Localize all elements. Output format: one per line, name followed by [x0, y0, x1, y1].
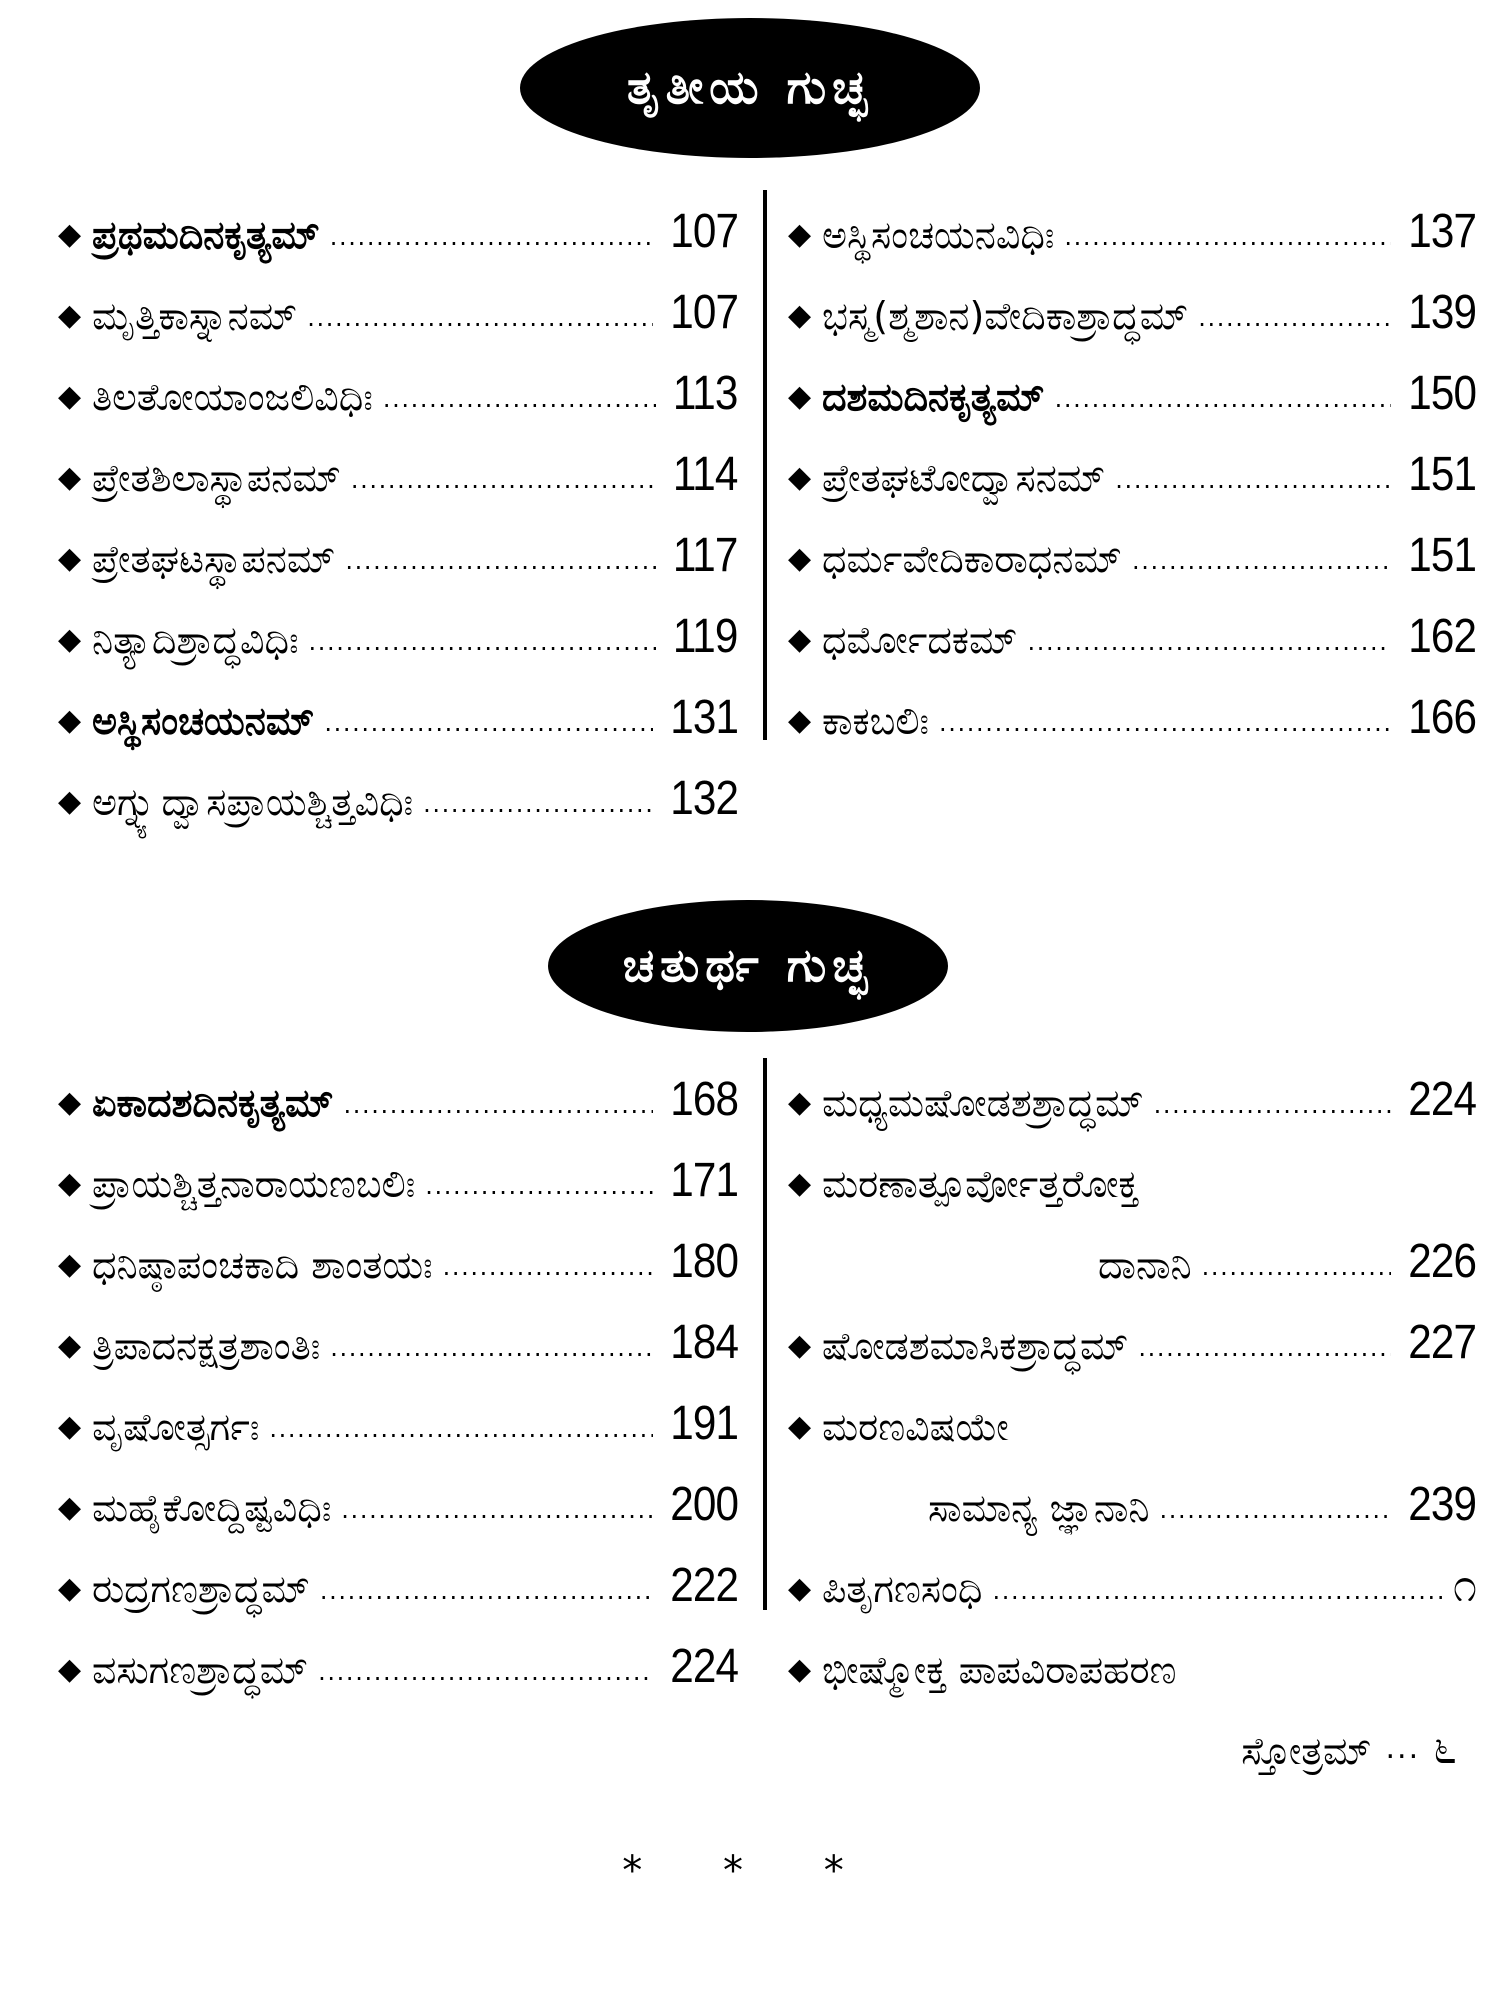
leader-dots [1138, 1336, 1391, 1360]
diamond-bullet-icon: ◆ [788, 1408, 812, 1444]
leader-dots [443, 1255, 653, 1279]
page-number: 239 [1408, 1478, 1476, 1532]
leader-dots [1160, 1498, 1391, 1522]
leader-dots [425, 1174, 653, 1198]
diamond-bullet-icon: ◆ [788, 540, 812, 576]
diamond-bullet-icon: ◆ [58, 1570, 82, 1606]
section-heading-tritiya: ತೃತೀಯ ಗುಚ್ಛ [520, 18, 980, 158]
toc-entry[interactable] [58, 1532, 738, 1613]
toc-title: ವಸುಗಣಶ್ರಾದ್ಧಮ್ [92, 1647, 309, 1692]
page-number: 119 [673, 610, 738, 664]
page-number: 117 [673, 529, 738, 583]
toc-title: ಭೀಷ್ಮೋಕ್ತ ಪಾಪವಿರಾಪಹರಣ [822, 1647, 1177, 1692]
page-number: 132 [670, 772, 738, 826]
toc-entry[interactable] [788, 421, 1476, 502]
toc-entry[interactable] [58, 1370, 738, 1451]
page-number: 114 [673, 448, 738, 502]
toc-title: ದಶಮದಿನಕೃತ್ಯಮ್ [822, 374, 1045, 419]
toc-title: ಪ್ರೇತಶಿಲಾಸ್ಥಾಪನಮ್ [92, 455, 341, 500]
toc-title: ಷೋಡಶಮಾಸಿಕಶ್ರಾದ್ಧಮ್ [822, 1323, 1129, 1368]
toc-entry[interactable] [58, 1046, 738, 1127]
leader-dots [1154, 1093, 1391, 1117]
toc-title: ಅಗ್ನ್ಯುದ್ವಾಸಪ್ರಾಯಶ್ಚಿತ್ತವಿಧಿಃ [92, 779, 414, 824]
column-divider [763, 1058, 767, 1610]
toc-entry[interactable] [58, 178, 738, 259]
page-number: ೬ [1433, 1721, 1456, 1775]
diamond-bullet-icon: ◆ [58, 540, 82, 576]
toc-title: ಭಸ್ಮ(ಶ್ಮಶಾನ)ವೇದಿಕಾಶ್ರಾದ್ಧಮ್ [822, 293, 1189, 338]
toc-title: ಕಾಕಬಲಿಃ [822, 698, 930, 743]
leader-dots [1115, 468, 1391, 492]
toc-title: ತ್ರಿಪಾದನಕ್ಷತ್ರಶಾಂತಿಃ [92, 1323, 321, 1368]
toc-entry[interactable] [58, 421, 738, 502]
diamond-bullet-icon: ◆ [58, 216, 82, 252]
leader-dots [324, 711, 653, 735]
leader-dots [1027, 630, 1390, 654]
leader-dots [992, 1579, 1442, 1603]
diamond-bullet-icon: ◆ [58, 1651, 82, 1687]
page-number: 151 [1408, 448, 1476, 502]
diamond-bullet-icon: ◆ [58, 1084, 82, 1120]
toc-entry[interactable] [788, 259, 1476, 340]
toc-entry[interactable] [788, 1289, 1476, 1370]
page-number: 168 [670, 1073, 738, 1127]
page-number: 166 [1408, 691, 1476, 745]
toc-title: ಧರ್ಮೋದಕಮ್ [822, 617, 1018, 662]
toc-entry[interactable] [58, 1208, 738, 1289]
page-number: 200 [670, 1478, 738, 1532]
leader-dots [318, 1660, 653, 1684]
page-number: 107 [670, 286, 738, 340]
diamond-bullet-icon: ◆ [788, 1084, 812, 1120]
toc-title: ಮೃತ್ತಿಕಾಸ್ನಾನಮ್ [92, 293, 298, 338]
leader-dots [307, 306, 653, 330]
diamond-bullet-icon: ◆ [58, 1327, 82, 1363]
toc-entry[interactable] [788, 1613, 1476, 1775]
page-number: 139 [1408, 286, 1476, 340]
diamond-bullet-icon: ◆ [58, 1246, 82, 1282]
toc-entry[interactable] [58, 1289, 738, 1370]
toc-entry[interactable] [58, 1613, 738, 1694]
diamond-bullet-icon: ◆ [58, 783, 82, 819]
leader-dots [330, 1336, 653, 1360]
toc-title: ಪ್ರಾಯಶ್ಚಿತ್ತನಾರಾಯಣಬಲಿಃ [92, 1161, 416, 1206]
toc-title: ಮರಣಾತ್ಪೂರ್ವೋತ್ತರೋಕ್ತ [822, 1161, 1139, 1206]
toc-title: ಏಕಾದಶದಿನಕೃತ್ಯಮ್ [92, 1080, 334, 1125]
toc-entry[interactable] [58, 502, 738, 583]
toc-title: ಪ್ರಥಮದಿನಕೃತ್ಯಮ್ [92, 212, 320, 257]
toc-entry[interactable] [788, 583, 1476, 664]
diamond-bullet-icon: ◆ [788, 297, 812, 333]
page-number: 150 [1408, 367, 1476, 421]
leader-dots [383, 387, 657, 411]
diamond-bullet-icon: ◆ [58, 297, 82, 333]
toc-title: ಅಸ್ಥಿಸಂಚಯನವಿಧಿಃ [822, 212, 1055, 257]
toc-title-continued: ದಾನಾನಿ [1098, 1242, 1192, 1287]
toc-title: ಪ್ರೇತಘಟಸ್ಥಾಪನಮ್ [92, 536, 336, 581]
page-number: ೧ [1453, 1559, 1476, 1613]
toc-entry[interactable] [58, 1451, 738, 1532]
diamond-bullet-icon: ◆ [788, 702, 812, 738]
diamond-bullet-icon: ◆ [788, 1651, 812, 1687]
toc-title: ಮಧ್ಯಮಷೋಡಶಶ್ರಾದ್ಧಮ್ [822, 1080, 1144, 1125]
toc-title: ಅಸ್ಥಿಸಂಚಯನಮ್ [92, 698, 315, 743]
diamond-bullet-icon: ◆ [58, 1489, 82, 1525]
toc-title: ತಿಲತೋಯಾಂಜಲಿವಿಧಿಃ [92, 374, 373, 419]
leader-dots [320, 1579, 653, 1603]
page-number: 191 [670, 1397, 738, 1451]
page-number: 113 [673, 367, 738, 421]
leader-dots [330, 225, 653, 249]
page-number: 180 [670, 1235, 738, 1289]
toc-entry[interactable] [58, 664, 738, 745]
page-number: 162 [1408, 610, 1476, 664]
toc-title: ರುದ್ರಗಣಶ್ರಾದ್ಧಮ್ [92, 1566, 310, 1611]
section-end-stars: * * * [622, 1848, 878, 1894]
toc-entry[interactable] [788, 1127, 1476, 1289]
diamond-bullet-icon: ◆ [788, 1570, 812, 1606]
page-number: 107 [670, 205, 738, 259]
toc-entry[interactable] [788, 664, 1476, 745]
page-number: 227 [1408, 1316, 1476, 1370]
toc-column-right-2 [788, 1046, 1476, 1775]
diamond-bullet-icon: ◆ [58, 1408, 82, 1444]
page-number: 137 [1408, 205, 1476, 259]
section-heading-chaturtha: ಚತುರ್ಥ ಗುಚ್ಛ [548, 900, 948, 1032]
toc-entry[interactable] [788, 502, 1476, 583]
toc-entry[interactable] [788, 1370, 1476, 1532]
leader-dots [1198, 306, 1391, 330]
leader-dots [1132, 549, 1391, 573]
leader-dots [351, 468, 657, 492]
leader-dots [345, 549, 656, 573]
toc-entry[interactable] [58, 1127, 738, 1208]
leader-dots [309, 630, 657, 654]
diamond-bullet-icon: ◆ [788, 378, 812, 414]
leader-dots-short: ... [1385, 1730, 1421, 1766]
leader-dots [1202, 1255, 1391, 1279]
toc-title-continued: ಸ್ತೋತ್ರಮ್ [1241, 1728, 1372, 1773]
toc-entry[interactable] [58, 745, 738, 826]
page-number: 226 [1408, 1235, 1476, 1289]
diamond-bullet-icon: ◆ [788, 216, 812, 252]
diamond-bullet-icon: ◆ [58, 1165, 82, 1201]
diamond-bullet-icon: ◆ [58, 702, 82, 738]
leader-dots [341, 1498, 653, 1522]
page-number: 224 [670, 1640, 738, 1694]
leader-dots [1064, 225, 1391, 249]
diamond-bullet-icon: ◆ [58, 621, 82, 657]
toc-title: ಧರ್ಮವೇದಿಕಾರಾಧನಮ್ [822, 536, 1122, 581]
toc-entry[interactable] [58, 583, 738, 664]
diamond-bullet-icon: ◆ [58, 459, 82, 495]
toc-entry[interactable] [788, 178, 1476, 259]
page-number: 222 [670, 1559, 738, 1613]
column-divider [763, 190, 767, 740]
leader-dots [1055, 387, 1391, 411]
toc-title: ಮರಣವಿಷಯೇ [822, 1404, 1009, 1449]
toc-title-continued: ಸಾಮಾನ್ಯ ಜ್ಞಾನಾನಿ [928, 1485, 1150, 1530]
leader-dots [269, 1417, 653, 1441]
toc-entry[interactable] [788, 1046, 1476, 1127]
toc-title: ಮಹೈಕೋದ್ದಿಷ್ಟವಿಧಿಃ [92, 1485, 332, 1530]
toc-title: ವೃಷೋತ್ಸರ್ಗಃ [92, 1404, 260, 1449]
leader-dots [939, 711, 1391, 735]
toc-title: ಪ್ರೇತಘಟೋದ್ವಾಸನಮ್ [822, 455, 1106, 500]
page-number: 184 [670, 1316, 738, 1370]
toc-entry[interactable] [788, 1532, 1476, 1613]
toc-column-left-1 [58, 178, 738, 826]
diamond-bullet-icon: ◆ [788, 621, 812, 657]
toc-title: ನಿತ್ಯಾದಿಶ್ರಾದ್ಧವಿಧಿಃ [92, 617, 299, 662]
page-number: 131 [670, 691, 738, 745]
toc-entry[interactable] [788, 340, 1476, 421]
leader-dots [423, 792, 653, 816]
diamond-bullet-icon: ◆ [788, 459, 812, 495]
toc-column-right-1 [788, 178, 1476, 745]
page-number: 151 [1408, 529, 1476, 583]
page-number: 224 [1408, 1073, 1476, 1127]
toc-column-left-2 [58, 1046, 738, 1694]
diamond-bullet-icon: ◆ [58, 378, 82, 414]
diamond-bullet-icon: ◆ [788, 1327, 812, 1363]
toc-title: ಧನಿಷ್ಠಾಪಂಚಕಾದಿ ಶಾಂತಯಃ [92, 1242, 433, 1287]
diamond-bullet-icon: ◆ [788, 1165, 812, 1201]
toc-entry[interactable] [58, 340, 738, 421]
toc-title: ಪಿತೃಗಣಸಂಧಿ [822, 1566, 983, 1611]
leader-dots [343, 1093, 652, 1117]
page-number: 171 [670, 1154, 738, 1208]
toc-entry[interactable] [58, 259, 738, 340]
